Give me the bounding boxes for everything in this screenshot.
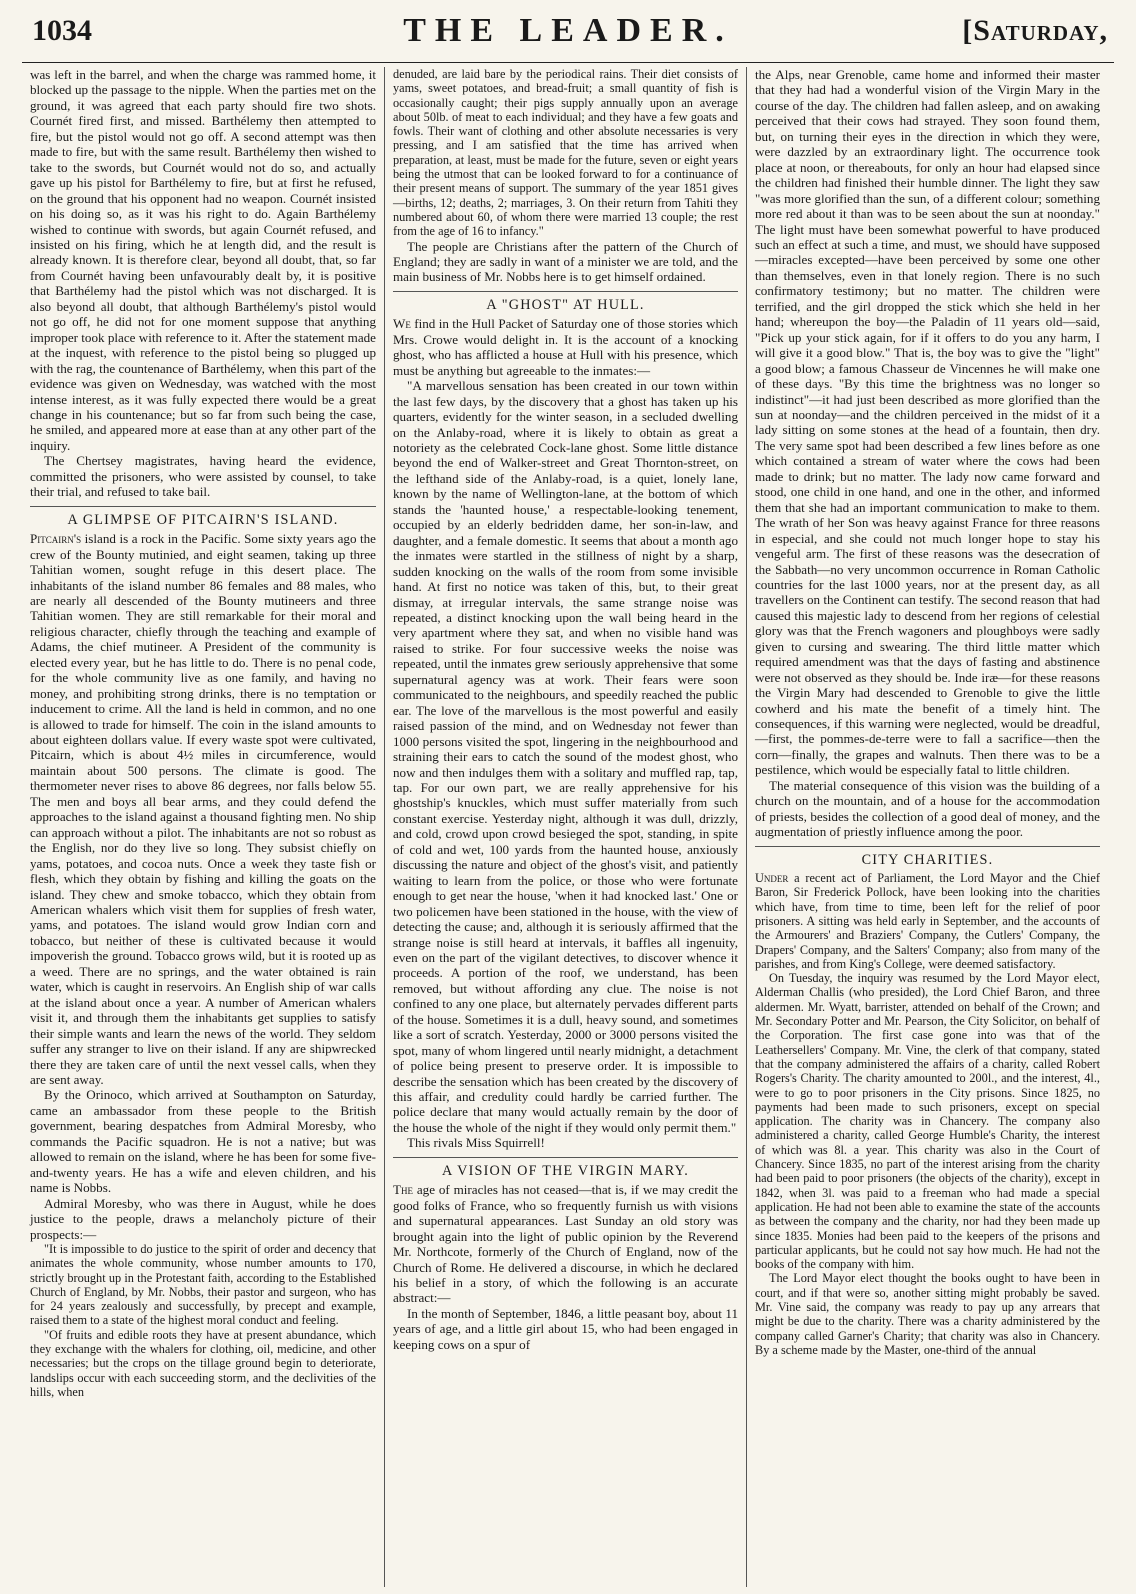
duel-article-conclusion: The Chertsey magistrates, having heard the evidence, committed the prisoners, who were assisted by counsel, to take their trial, and refused to take bail. bbox=[30, 453, 376, 500]
pitcairn-moresby-paragraph: Admiral Moresby, who was there in August, while he does justice to the people, draws a melancholy picture of their prospects:— bbox=[30, 1195, 376, 1242]
ghost-heading: A "GHOST" AT HULL. bbox=[393, 291, 738, 313]
charities-books-paragraph: The Lord Mayor elect thought the books ought to have been in court, and if that were so, another sitting might probably be saved. Mr. Vine said, the company was ready to pay up any arrears that might be due to the charity. There was a charity administered by the company called Garner's Charity; that charity was also in Chancery. By a scheme made by the Master, one-third of the annual bbox=[755, 1271, 1100, 1357]
column-2 bbox=[384, 67, 746, 1587]
ghost-closing-line: This rivals Miss Squirrell! bbox=[407, 1135, 545, 1151]
pitcairn-closing-paragraph: The people are Christians after the pattern of the Church of England; they are sadly in want of a minister we are told, and the main business of Mr. Nobbs here is to get himself ordained. bbox=[393, 238, 738, 285]
virgin-intro-paragraph bbox=[393, 1182, 738, 1306]
column-3 bbox=[746, 67, 1108, 1587]
duel-article-continued: was left in the barrel, and when the charge was rammed home, it blocked up the passage to the nipple. When the parties met on the ground, it was agreed that each party should fire two shots. Cournét fired first, and missed. Barthélemy then attempted to fire, but the pistol would not go off. A second attempt was then made to fire, but with the same result. Barthélemy then wished to take to the swords, but Cournét would not do so, and actually gave up his pistol for Barthélemy to fire, but at first he refused, on the ground that his opponent had no weapon. Cournét insisted on his doing so, as it was his right to do. Again Barthélemy wished to continue with swords, but again Cournét refused, and insisted on his firing, which he at length did, and the result is already known. It is therefore clear, beyond all doubt, that, so far from Cournét having been unfavourably dealt by, it is positive that Barthélemy had the pistol which was not discharged. It is also beyond all doubt, that although Barthélemy's pistol would not go off, he did not for one moment suppose that anything improper took place with reference to it. After the statement made at the inquest, with reference to the pistol being so plugged up with the rag, the countenance of Barthélemy, when this part of the evidence was given on Wednesday, was watched with the most intense interest, as it was fully expected there would be a great change in his countenance; but so far from such being the case, he smiled, and appeared more at ease than at any other part of the inquiry. bbox=[30, 67, 376, 453]
pitcairn-quote-continued: denuded, are laid bare by the periodical rains. Their diet consists of yams, sweet potatoes, and bread-fruit; a small quantity of fish is occasionally caught; their pigs supply annually upon an average about 50lb. of meat to each individual; and they have a few goats and fowls. Their want of clothing and other absolute necessaries is very pressing, and I am satisfied that the time has arrived when preparation, at least, must be made for the future, seven or eight years being the utmost that can be looked forward to for a continuance of their present means of support. The summary of the year 1851 gives—births, 12; deaths, 2; marriages, 3. On their return from Tahiti they numbered about 60, of whom there were married 13 couple; the rest from the age of 16 to infancy." bbox=[393, 67, 738, 239]
ghost-intro-paragraph bbox=[393, 316, 738, 378]
charities-intro-text: a recent act of Parliament, the Lord Mayor and the Chief Baron, Sir Frederick Pollock, have been looking into the charities which have, from time to time, been left for the relief of poor prisoners. A sitting was held early in September, and the accounts of the Armourers' and Braziers' Company, the Cutlers' Company, the Drapers' Company, and the Salters' Company; also from many of the parishes, and from King's College, were deemed satisfactory. bbox=[755, 871, 1100, 971]
pitcairn-paragraph-text: island is a rock in the Pacific. Some sixty years ago the crew of the Bounty mutinied, and eight seamen, taking up three Tahitian women, sought refuge in this desert place. The inhabitants of the island number 86 females and 88 males, who are nearly all descended of the Bounty mutineers and three Tahitian women. They are still remarkable for their moral and religious character, chiefly through the teaching and example of Adams, the chief mutineer. A President of the community is elected every year, but he has little to do. There is no penal code, for the whole community live as one family, and having no money, and prohibiting strong drinks, there is no temptation or inducement to crime. All the land is held in common, and no one is allowed to trade for himself. The coin in the island amounts to about eighteen dollars value. If every waste spot were cultivated, Pitcairn, which is about 4½ miles in circumference, would maintain about 500 persons. The climate is good. The thermometer never rises to above 86 degrees, nor falls below 55. The men and boys all bear arms, and they could defend the approaches to the island against a thousand fighting men. No ship can approach without a pilot. The inhabitants are not so robust as the English, nor do they live so long. They subsist chiefly on yams, potatoes, and cocoa nuts. Once a week they taste fish or flesh, which they obtain by fishing and killing the goats on the island. They chew and smoke tobacco, which they obtain from American whalers which visit them for supplies of fresh water, yams, and potatoes. The island would grow Indian corn and tobacco, but neither of these is cultivated because it would impoverish the ground. Tobacco grows wild, but it is rooted up as a weed. There are no springs, and the water obtained is rain water, which is caught in reservoirs. An English ship of war calls at the island about once a year. A number of American whalers visit it, and through them the inhabitants get supplies to satisfy their simple wants and learn the news of the world. They seldom suffer any stranger to live on their island. If any are shipwrecked there they are taken care of until the next vessel calls, when they are sent away. bbox=[30, 531, 376, 1087]
issue-day: [Saturday, bbox=[962, 14, 1108, 47]
virgin-abstract-start: In the month of September, 1846, a little peasant boy, about 11 years of age, and a little girl about 15, who had been engaged in keeping cows on a spur of bbox=[393, 1305, 738, 1352]
article-columns bbox=[22, 67, 1114, 1587]
pitcairn-lead-word: Pitcairn's bbox=[30, 531, 82, 547]
virgin-lead-word: The bbox=[393, 1182, 413, 1198]
city-charities-heading: CITY CHARITIES. bbox=[755, 846, 1100, 868]
ghost-lead-word: We bbox=[393, 316, 411, 332]
ghost-quote-paragraph: "A marvellous sensation has been created in our town within the last few days, by the discovery that a ghost has taken up his quarters, evidently for the winter season, in a secluded dwelling on the Anlaby-road, where it is likely to obtain as great a notoriety as the celebrated Cock-lane ghost. Some little distance beyond the end of Walker-street and Great Thornton-street, on the lefthand side of the Anlaby-road, is a quiet, lonely lane, known by the name of Wellington-lane, at the bottom of which stands the 'haunted house,' a respectable-looking tenement, occupied by an elderly bedridden dame, her son-in-law, and daughter, and a female domestic. It seems that about a month ago the inmates were startled in the stillness of night by a sharp, sudden knocking on the walls of the room from some invisible hand. At first no notice was taken of this, but, to their great dismay, at irregular intervals, the same strange noise was repeated, a distinct knocking upon the wall being heard in the very apartment where they sat, and when no visible hand was raised to strike. For four successive weeks the noise was repeated, until the inmates grew seriously apprehensive that some supernatural agency was at work. Their fears were soon communicated to the neighbours, and speedily reached the public ear. The love of the marvellous is the most powerful and easily raised passion of the mind, and on Wednesday not fewer than 1000 persons visited the spot, lingering in the neighbourhood and straining their ears to catch the sound of the modest ghost, who now and then indulges them with a solitary and muffled rap, tap, tap. For our own part, we are really apprehensive for his ghostship's knuckles, which must suffer materially from such constant exercise. Yesterday night, although it was dull, drizzly, and cold, crowd upon crowd besieged the spot, standing, in spite of cold and wet, 100 yards from the haunted house, anxiously discussing the nature and object of the ghost's visit, and patiently waiting to learn from the police, or those who were fortunate enough to get near the house, 'when it had knocked last.' One or two policemen have been stationed in the house, with the view of detecting the cause; and, although it is seriously affirmed that the strange noise is still heard at intervals, it baffles all ingenuity, even on the part of the vigilant detectives, to discover whence it proceeds. A portion of the roof, we understand, has been removed, but without affording any clue. The noise is not confined to any one place, but alternately pervades different parts of the house. Sometimes it is a dull, heavy sound, and sometimes like a sort of scratch. Yesterday, 2000 or 3000 persons visited the spot, many of whom lingered until nearly midnight, a detachment of police being present to preserve order. It is impossible to describe the sensation which has been created by the discovery of this affair, and credulity could hardly be carried further. The police declare that many would actually remain by the door of the house the whole of the night if they would only permit them." bbox=[393, 378, 738, 1135]
virgin-heading: A VISION OF THE VIRGIN MARY. bbox=[393, 1157, 738, 1179]
charities-intro-paragraph bbox=[755, 871, 1100, 971]
pitcairn-heading: A GLIMPSE OF PITCAIRN'S ISLAND. bbox=[30, 506, 376, 528]
ghost-intro-text: find in the Hull Packet of Saturday one of those stories which Mrs. Crowe would delight in. It is the account of a knocking ghost, who has afflicted a house at Hull with his presence, which must be anything but agreeable to the inmates:— bbox=[393, 316, 738, 378]
pitcairn-quote-2: "Of fruits and edible roots they have at present abundance, which they exchange with the whalers for clothing, oil, medicine, and other necessaries; but the crops on the tillage ground begin to deteriorate, landslips occur with each succeeding storm, and the declivities of the hills, when bbox=[30, 1327, 376, 1399]
virgin-abstract-continued: the Alps, near Grenoble, came home and informed their master that they had had a wonderful vision of the Virgin Mary in the course of the day. The children had fallen asleep, and on awaking perceived that their cows had strayed. They soon found them, but, on turning their eyes in the direction in which they were, were dazzled by an extraordinary light. The occurrence took place at noon, or thereabouts, for only an hour had elapsed since the children had finished their humble dinner. The light they saw "was more glorified than the sun, of a different colour; something more red about it than was to be seen about the sun at noonday." The light must have been somewhat powerful to have produced such an effect at such a time, and must, we should have supposed—miracles excepted—have been perceived by some one other than themselves, even in that lonely region. There is no such confirmatory testimony; but no matter. The children were terrified, and the girl dropped the stick which she held in her hand; whereupon the boy—the Paladin of 11 years old—said, "Pick up your stick again, for if it offers to do you any harm, I will give it a good blow." That is, the boy was to give the "light" a good blow; a famous Chasseur de Vincennes he will make one of these days. "By this time the brightness was no longer so indistinct"—it had just been described as more glorified than the sun at noonday—and the children perceived in the midst of it a lady sitting on some stones at the head of a fountain, then dry. The very same spot had been described a few lines before as one which contained a stream of water where the cows had been made to drink; but no matter. The lady now came forward and stood, one child in one hand, and one in the other, and informed them that she had an important communication to make to them. The wrath of her Son was heavy against France for three reasons in especial, and she could not much longer hope to stay his vengeful arm. The first of these reasons was the desecration of the Sabbath—no very uncommon occurrence in Roman Catholic countries for the last 1000 years, nor at the present day, as all travellers on the Continent can testify. The second reason that had caused this majestic lady to descend from her regions of celestial glory was that the French wagoners and ploughboys were sadly given to cursing and swearing. The third little matter which required amendment was that the days of fasting and abstinence were not observed as they should be. Inde iræ—for these reasons the Virgin Mary had descended to Grenoble to give the little cowherd and his mate the benefit of a timely hint. The consequences, if this warning were neglected, would be dreadful,—first, the pommes-de-terre were to fall a sacrifice—then the corn—finally, the grapes and walnuts. Then there was to be a pestilence, which would be especially fatal to little children. bbox=[755, 67, 1100, 778]
pitcairn-ambassador-paragraph: By the Orinoco, which arrived at Southampton on Saturday, came an ambassador from these people to the British government, bearing despatches from Admiral Moresby, who commands the Pacific squadron. He is not a native; but was allowed to remain on the island, where he has been for some five-and-twenty years. He has a wife and eleven children, and his name is Nobbs. bbox=[30, 1087, 376, 1196]
charities-lead-word: Under bbox=[755, 871, 789, 886]
charities-inquiry-paragraph: On Tuesday, the inquiry was resumed by the Lord Mayor elect, Alderman Challis (who presided), the Lord Chief Baron, and three aldermen. Mr. Wyatt, barrister, attended on behalf of the Crown; and Mr. Secondary Potter and Mr. Pearson, the City Solicitor, on behalf of the Corporation. The first case gone into was that of the Leathersellers' Company. Mr. Vine, the clerk of that company, stated that the company administered the affairs of a charity, called Robert Rogers's Charity. The charity amounted to 200l., and the interest, 4l., were to go to poor prisoners in the City prisons. Since 1825, no payments had been made to such prisoners, except on special application. The charity was in Chancery. The company also administered a charity, called George Humble's Charity, the interest of which was 8l. a year. This charity was also in the Court of Chancery. Since 1835, no part of the interest arising from the charity had been paid to poor prisoners (the objects of the charity), except in 1842, when 3l. was paid to a freeman who had made a special application. He had not been able to examine the state of the accounts as between the company and the charity, nor had they been made up since 1835. Monies had been paid to the keepers of the prisons and particular applicants, but he could not say how much. He had not the books of the company with him. bbox=[755, 971, 1100, 1272]
newspaper-title: THE LEADER. bbox=[403, 12, 733, 49]
pitcairn-quote-1: "It is impossible to do justice to the spirit of order and decency that animates the whole community, whose number amounts to 170, strictly brought up in the Protestant faith, according to the Established Church of England, by Mr. Nobbs, their pastor and surgeon, who has for 24 years zealously and successfully, by precept and example, raised them to a state of the highest moral conduct and feeling. bbox=[30, 1241, 376, 1328]
virgin-intro-text: age of miracles has not ceased—that is, if we may credit the good folks of France, who so frequently furnish us with visions and supernatural appearances. Last Sunday an old story was brought again into the light of public opinion by the Reverend Mr. Northcote, formerly of the Church of England, now of the Church of Rome. He delivered a discourse, in which he declared his belief in a story, of which the following is an accurate abstract:— bbox=[393, 1182, 738, 1306]
page-number: 1034 bbox=[32, 14, 92, 47]
virgin-consequence-paragraph: The material consequence of this vision was the building of a church on the mountain, and of a house for the accommodation of priests, besides the collection of a good deal of money, and the augmentation of priestly influence among the poor. bbox=[755, 777, 1100, 840]
column-1 bbox=[22, 67, 384, 1587]
pitcairn-paragraph bbox=[30, 531, 376, 1087]
masthead bbox=[22, 0, 1114, 63]
